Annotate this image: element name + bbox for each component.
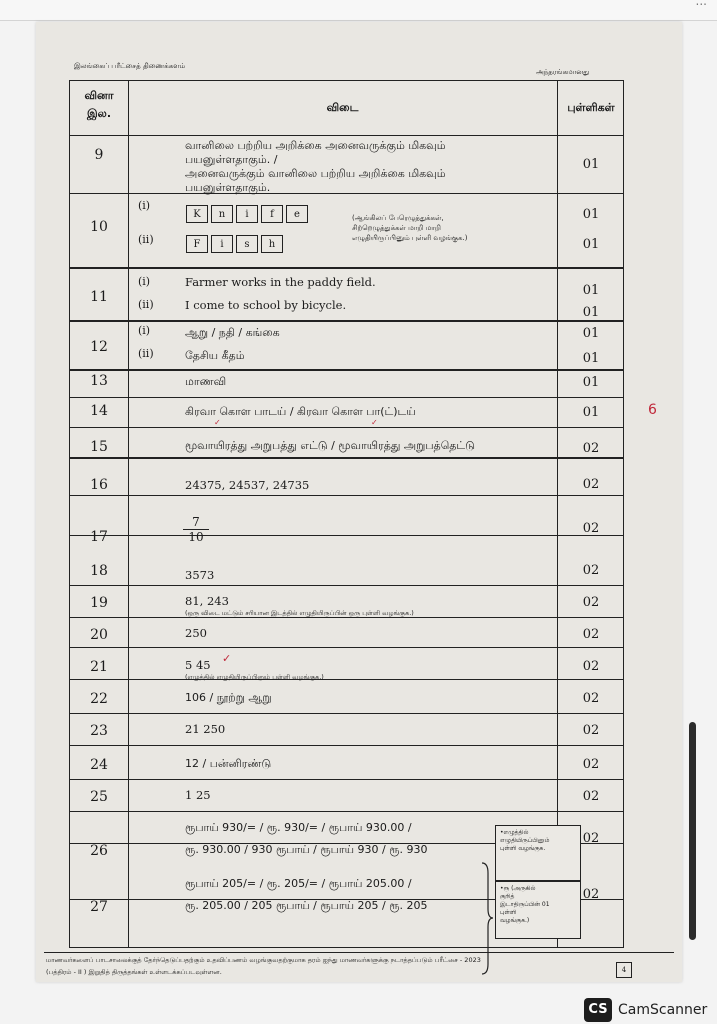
answer-line: I come to school by bicycle. xyxy=(185,298,347,312)
side-note-line: •ரூ (அருகில் xyxy=(500,885,536,892)
answer-line: அனைவருக்கும் வானிலை பற்றிய அறிக்கை மிகவும் xyxy=(185,167,446,180)
question-number: 23 xyxy=(90,723,108,739)
marking-scheme-table xyxy=(69,80,624,948)
red-tick-mark: ✓ xyxy=(371,418,378,427)
answer-line: 250 xyxy=(185,626,207,640)
answer-line: கிரவா கொள பாடய் / கிரவா கொள பா(ட்)டய் xyxy=(185,405,416,418)
marking-note: (ஆங்கிலப் பேரெழுத்துக்கள், xyxy=(352,214,444,222)
letter-box: f xyxy=(261,205,283,223)
question-number: 11 xyxy=(90,289,108,305)
camscanner-watermark xyxy=(584,998,707,1022)
marking-note: சிற்றெழுத்துக்கள் மாறி மாறி xyxy=(352,224,441,232)
marks-value: 01 xyxy=(582,157,600,172)
marking-note: எழுதியிருப்பினும் புள்ளி வழங்குக.) xyxy=(352,234,468,242)
letter-box: K xyxy=(186,205,208,223)
red-tick-mark: ✓ xyxy=(222,652,232,665)
header-department: இலங்கைப் பரீட்சைத் திணைக்களம் xyxy=(74,62,186,70)
side-note-line: இடாதிருப்பின் 01 xyxy=(500,901,550,908)
letter-box: i xyxy=(236,205,258,223)
marks-value: 01 xyxy=(582,351,600,366)
question-number: 24 xyxy=(90,757,108,773)
side-note-line: குறித் xyxy=(500,893,515,900)
side-note-line: வழங்குக.) xyxy=(500,917,530,924)
letter-box: n xyxy=(211,205,233,223)
marks-value: 02 xyxy=(582,887,600,902)
scanned-page xyxy=(36,22,682,982)
marks-value: 02 xyxy=(582,441,600,456)
sub-part-label: (i) xyxy=(138,324,151,337)
question-number: 16 xyxy=(90,477,108,493)
question-number: 27 xyxy=(90,899,108,915)
fraction-answer xyxy=(183,515,209,544)
col-header-marks: புள்ளிகள் xyxy=(567,101,615,114)
sub-part-label: (ii) xyxy=(138,298,154,311)
header-confidential: அந்தரங்கமானது xyxy=(536,68,590,76)
marks-value: 01 xyxy=(582,237,600,252)
marks-value: 01 xyxy=(582,305,600,320)
question-number: 22 xyxy=(90,691,108,707)
sub-part-label: (ii) xyxy=(138,347,154,360)
marks-value: 02 xyxy=(582,627,600,642)
answer-line: பயனுள்ளதாகும். xyxy=(185,181,271,194)
question-number: 14 xyxy=(90,403,108,419)
answer-line: மூவாயிரத்து அறுபத்து எட்டு / மூவாயிரத்து அறுபத்தெட்டு xyxy=(185,439,475,452)
question-number: 19 xyxy=(90,595,108,611)
letter-box: e xyxy=(286,205,308,223)
marks-value: 02 xyxy=(582,659,600,674)
question-number: 12 xyxy=(90,339,108,355)
side-note-words xyxy=(495,825,581,881)
answer-line: 5 45 xyxy=(185,658,211,672)
answer-line: 1 25 xyxy=(185,788,211,802)
viewer-top-bar xyxy=(0,0,717,21)
marking-note: (எழுத்தில் எழுதியிருப்பினும் புள்ளி வழங்குக.) xyxy=(185,673,324,681)
footer-line-1: மாணவர்களைப் பாடசாலைக்குத் தேர்ந்தெடுப்பதற்கும் உதவிப்பணம் வழங்குவதற்குமாக தரம் ஐந்து மாணவர்களுக்கு நடாத்தப்படும் பரீட்சை - 2023 xyxy=(46,956,481,964)
marks-value: 02 xyxy=(582,757,600,772)
col-header-question: வினா இல. xyxy=(84,89,114,120)
col-header-answer: விடை xyxy=(326,101,359,114)
sub-part-label: (ii) xyxy=(138,233,154,246)
marks-value: 02 xyxy=(582,477,600,492)
question-number: 9 xyxy=(94,147,104,163)
side-note-rs xyxy=(495,881,581,939)
marks-value: 02 xyxy=(582,521,600,536)
answer-line: ரூபாய் 930/= / ரூ. 930/= / ரூபாய் 930.00 / xyxy=(185,821,412,834)
question-number: 13 xyxy=(90,373,108,389)
sub-part-label: (i) xyxy=(138,199,151,212)
camscanner-logo-icon: CS xyxy=(584,998,612,1022)
overflow-menu-glyph[interactable]: ... xyxy=(695,0,707,8)
margin-handwritten-mark: 6 xyxy=(648,402,657,418)
question-number: 15 xyxy=(90,439,108,455)
marking-note: (ஒரு விடை மட்டும் சரியான இடத்தில் எழுதியிருப்பின் ஒரு புள்ளி வழங்குக.) xyxy=(185,609,414,617)
curly-brace xyxy=(480,861,494,976)
letter-box: F xyxy=(186,235,208,253)
answer-line: வானிலை பற்றிய அறிக்கை அனைவருக்கும் மிகவும் xyxy=(185,139,446,152)
answer-line: தேசிய கீதம் xyxy=(185,349,245,362)
question-number: 10 xyxy=(90,219,108,235)
side-note-line: எழுதியிருப்பினும் xyxy=(500,837,550,844)
marks-value: 01 xyxy=(582,283,600,298)
letter-box: i xyxy=(211,235,233,253)
sub-part-label: (i) xyxy=(138,275,151,288)
page-number: 4 xyxy=(616,962,632,978)
marks-value: 01 xyxy=(582,326,600,341)
question-number: 17 xyxy=(90,529,108,545)
answer-line: 12 / பன்னிரண்டு xyxy=(185,757,272,770)
marks-value: 01 xyxy=(582,207,600,222)
fraction-denominator: 10 xyxy=(188,530,204,544)
answer-line: பயனுள்ளதாகும். / xyxy=(185,153,278,166)
question-number: 18 xyxy=(90,563,108,579)
marks-value: 02 xyxy=(582,691,600,706)
question-number: 25 xyxy=(90,789,108,805)
answer-line: Farmer works in the paddy field. xyxy=(185,275,376,289)
marks-value: 02 xyxy=(582,789,600,804)
camscanner-name: CamScanner xyxy=(618,1002,708,1018)
answer-line: மாணவி xyxy=(185,375,227,388)
side-note-line: புள்ளி xyxy=(500,909,517,916)
answer-line: 81, 243 xyxy=(185,594,229,608)
answer-line: 24375, 24537, 24735 xyxy=(185,478,310,492)
marks-value: 02 xyxy=(582,723,600,738)
marks-value: 02 xyxy=(582,831,600,846)
question-number: 26 xyxy=(90,843,108,859)
footer-line-2: (பத்திரம் - II ) இறுதித் திருத்தங்கள் உள்ளடக்கப்படவுள்ளன. xyxy=(46,968,222,976)
side-note-line: •எழுத்தில் xyxy=(500,829,529,836)
question-number: 20 xyxy=(90,627,108,643)
marks-value: 02 xyxy=(582,563,600,578)
fraction-numerator: 7 xyxy=(183,515,209,530)
marks-value: 01 xyxy=(582,375,600,390)
answer-line: ரூ. 930.00 / 930 ரூபாய் / ரூபாய் 930 / ரூ. 930 xyxy=(185,843,428,856)
question-number: 21 xyxy=(90,659,108,675)
answer-line: 3573 xyxy=(185,568,215,582)
answer-line: ஆறு / நதி / கங்கை xyxy=(185,326,280,339)
answer-line: ரூபாய் 205/= / ரூ. 205/= / ரூபாய் 205.00 / xyxy=(185,877,412,890)
answer-line: ரூ. 205.00 / 205 ரூபாய் / ரூபாய் 205 / ரூ. 205 xyxy=(185,899,428,912)
letter-box: h xyxy=(261,235,283,253)
answer-line: 21 250 xyxy=(185,722,226,736)
vertical-scrollbar-thumb[interactable] xyxy=(689,722,696,940)
answer-line: 106 / நூற்று ஆறு xyxy=(185,691,272,704)
marks-value: 02 xyxy=(582,595,600,610)
side-note-line: புள்ளி வழங்குக. xyxy=(500,845,546,852)
letter-box: s xyxy=(236,235,258,253)
red-tick-mark: ✓ xyxy=(214,418,221,427)
marks-value: 01 xyxy=(582,405,600,420)
